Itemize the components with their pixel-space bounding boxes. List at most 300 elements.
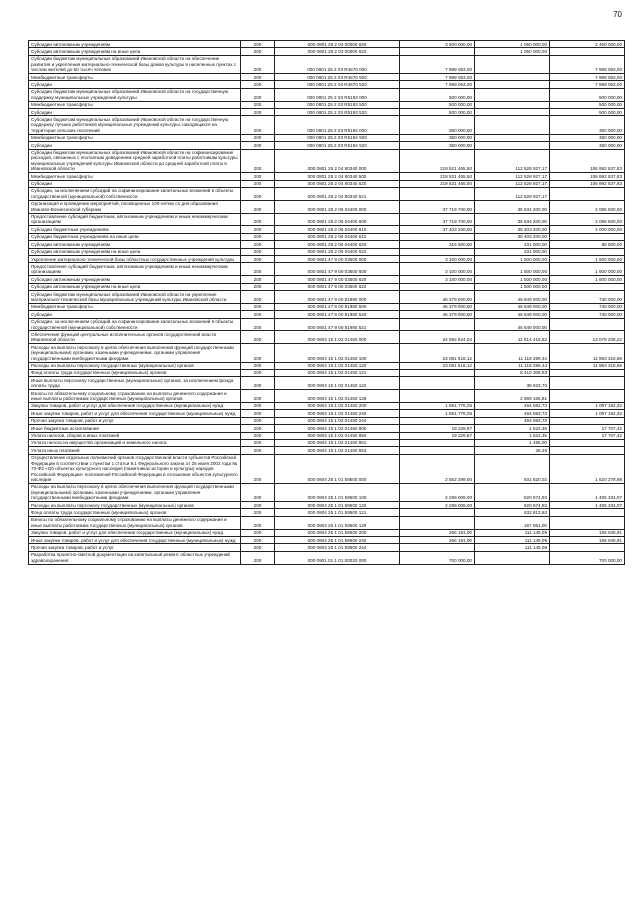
- row-executed-cell: 1 050 000,00: [475, 41, 550, 48]
- row-admin-code-cell: 200: [241, 226, 275, 233]
- row-plan-cell: [400, 187, 475, 200]
- row-classification-code-cell: 000 0801 25 2 03 R5193 500: [275, 101, 400, 108]
- row-executed-cell: 35 634 200,00: [475, 213, 550, 226]
- row-executed-cell: 112 528 927,17: [475, 180, 550, 187]
- row-admin-code-cell: 200: [241, 116, 275, 134]
- row-executed-cell: 494 593,73: [475, 410, 550, 417]
- row-classification-code-cell: 000 0804 25 1 01 59500 244: [275, 544, 400, 551]
- row-plan-cell: [400, 318, 475, 331]
- row-executed-cell: 1 496,00: [475, 439, 550, 446]
- row-remaining-cell: 2 085 500,00: [550, 213, 625, 226]
- row-classification-code-cell: 000 0804 16 1 02 01450 853: [275, 447, 400, 454]
- row-name-cell: Субсидии: [29, 142, 241, 149]
- row-executed-cell: 112 528 927,17: [475, 149, 550, 173]
- row-classification-code-cell: 000 0801 25 2 04 80340 521: [275, 187, 400, 200]
- row-admin-code-cell: 200: [241, 81, 275, 88]
- row-remaining-cell: [550, 233, 625, 240]
- row-plan-cell: 219 521 465,50: [400, 173, 475, 180]
- row-remaining-cell: 730 000,00: [550, 291, 625, 304]
- table-row: [29, 454, 625, 483]
- row-classification-code-cell: 000 0801 25 2 06 04400 610: [275, 226, 400, 233]
- row-executed-cell: 35 403 200,00: [475, 233, 550, 240]
- row-name-cell: Субсидии автономным учреждениям на иные цели: [29, 248, 241, 255]
- row-plan-cell: 2 286 009,00: [400, 502, 475, 509]
- row-name-cell: Субсидии, за исключением субсидий на софинансирование капитальных вложений в объекты государственной (муниципальной) собственности: [29, 318, 241, 331]
- table-row: [29, 369, 625, 376]
- table-row: [29, 248, 625, 255]
- row-classification-code-cell: 000 0804 25 1 01 59500 100: [275, 483, 400, 501]
- row-name-cell: Субсидии бюджетным учреждениям: [29, 226, 241, 233]
- row-remaining-cell: 700 000,00: [550, 551, 625, 564]
- table-row: [29, 173, 625, 180]
- table-row: [29, 362, 625, 369]
- row-classification-code-cell: 000 0801 47 9 00 03500 000: [275, 256, 400, 263]
- row-admin-code-cell: 200: [241, 331, 275, 344]
- row-admin-code-cell: 200: [241, 276, 275, 283]
- row-plan-cell: 3 100 000,00: [400, 276, 475, 283]
- row-remaining-cell: 7 989 063,00: [550, 74, 625, 81]
- row-classification-code-cell: 000 0804 16 1 02 01450 122: [275, 377, 400, 390]
- row-classification-code-cell: 000 0801 47 9 00 81980 521: [275, 318, 400, 331]
- row-remaining-cell: 106 992 537,83: [550, 149, 625, 173]
- row-classification-code-cell: 000 0801 25 2 06 04400 000: [275, 200, 400, 213]
- row-remaining-cell: 13 078 208,22: [550, 331, 625, 344]
- table-row: [29, 344, 625, 362]
- row-classification-code-cell: 000 0804 16 1 02 01450 851: [275, 439, 400, 446]
- row-remaining-cell: [550, 377, 625, 390]
- row-name-cell: Расходы на выплаты персоналу в целях обеспечения выполнения функций государственными (муниципальными) органами, казенными учреждениями, органами управления государственными внебюджетными фондами: [29, 344, 241, 362]
- row-remaining-cell: [550, 369, 625, 376]
- row-executed-cell: [475, 551, 550, 564]
- row-admin-code-cell: 200: [241, 483, 275, 501]
- row-executed-cell: 494 593,73: [475, 402, 550, 409]
- row-executed-cell: 26,45: [475, 447, 550, 454]
- table-row: [29, 377, 625, 390]
- row-plan-cell: 46 379 000,00: [400, 291, 475, 304]
- table-row: [29, 537, 625, 544]
- row-executed-cell: [475, 109, 550, 116]
- row-name-cell: Иные закупки товаров, работ и услуг для обеспечения государственных (муниципальных) нужд: [29, 410, 241, 417]
- row-executed-cell: 494 593,73: [475, 417, 550, 424]
- row-plan-cell: [400, 390, 475, 403]
- row-classification-code-cell: 000 0801 25 2 03 R5194 000: [275, 116, 400, 134]
- row-classification-code-cell: 000 0804 16 1 02 01450 100: [275, 344, 400, 362]
- row-name-cell: Взносы по обязательному социальному страхованию на выплаты денежного содержания и иные выплаты работникам государственных (муниципальных) органов: [29, 516, 241, 529]
- row-plan-cell: 19 229,87: [400, 432, 475, 439]
- table-row: [29, 74, 625, 81]
- row-classification-code-cell: 000 0801 25 2 03 R5194 520: [275, 142, 400, 149]
- row-plan-cell: 219 521 465,50: [400, 180, 475, 187]
- row-name-cell: Субсидии: [29, 180, 241, 187]
- row-plan-cell: 7 989 063,00: [400, 81, 475, 88]
- row-remaining-cell: [550, 509, 625, 516]
- row-plan-cell: 46 379 000,00: [400, 311, 475, 318]
- row-remaining-cell: 2 450 000,00: [550, 41, 625, 48]
- row-classification-code-cell: 000 0801 25 2 03 R4670 520: [275, 81, 400, 88]
- row-remaining-cell: 2 085 500,00: [550, 200, 625, 213]
- row-remaining-cell: 1 465 334,07: [550, 502, 625, 509]
- row-executed-cell: 231 000,00: [475, 248, 550, 255]
- row-classification-code-cell: 000 0804 16 1 02 01450 240: [275, 410, 400, 417]
- row-name-cell: Закупка товаров, работ и услуг для обеспечения государственных (муниципальных) нужд: [29, 402, 241, 409]
- row-executed-cell: 45 649 000,00: [475, 291, 550, 304]
- row-remaining-cell: 106 992 537,83: [550, 173, 625, 180]
- row-classification-code-cell: 000 0801 25 2 04 80340 500: [275, 173, 400, 180]
- row-classification-code-cell: 000 0804 16 1 02 01450 120: [275, 362, 400, 369]
- row-remaining-cell: 17 707,42: [550, 425, 625, 432]
- row-executed-cell: 8 410 308,93: [475, 369, 550, 376]
- row-name-cell: Иные бюджетные ассигнования: [29, 425, 241, 432]
- row-executed-cell: 11 118 299,44: [475, 344, 550, 362]
- row-remaining-cell: [550, 283, 625, 290]
- row-remaining-cell: 11 963 318,68: [550, 362, 625, 369]
- row-admin-code-cell: 200: [241, 263, 275, 276]
- row-executed-cell: 111 145,09: [475, 544, 550, 551]
- table-row: [29, 318, 625, 331]
- row-name-cell: Субсидии бюджетам муниципальных образований Ивановской области на государственную поддержку лучших работников муниципальных учреждений культуры, находящихся на территории сельских поселений: [29, 116, 241, 134]
- row-plan-cell: 219 521 465,50: [400, 149, 475, 173]
- row-remaining-cell: [550, 417, 625, 424]
- row-remaining-cell: 1 600 000,00: [550, 276, 625, 283]
- row-remaining-cell: 350 000,00: [550, 134, 625, 141]
- table-row: [29, 200, 625, 213]
- row-classification-code-cell: 000 0801 47 9 00 81980 520: [275, 311, 400, 318]
- row-admin-code-cell: 200: [241, 303, 275, 310]
- row-remaining-cell: 350 000,00: [550, 116, 625, 134]
- row-executed-cell: 38 823,70: [475, 377, 550, 390]
- row-classification-code-cell: 000 0804 16 1 02 01450 000: [275, 331, 400, 344]
- row-plan-cell: 23 081 618,12: [400, 344, 475, 362]
- row-plan-cell: [400, 439, 475, 446]
- row-plan-cell: 350 000,00: [400, 142, 475, 149]
- table-row: [29, 432, 625, 439]
- budget-table-body: [29, 41, 625, 565]
- table-row: [29, 483, 625, 501]
- row-classification-code-cell: 000 0801 25 2 03 R4670 000: [275, 55, 400, 73]
- row-remaining-cell: 7 989 063,00: [550, 81, 625, 88]
- table-row: [29, 544, 625, 551]
- row-admin-code-cell: 200: [241, 362, 275, 369]
- row-remaining-cell: 155 045,91: [550, 537, 625, 544]
- row-remaining-cell: 500 000,00: [550, 109, 625, 116]
- row-plan-cell: [400, 516, 475, 529]
- row-name-cell: Субсидии автономным учреждениям на иные цели: [29, 283, 241, 290]
- row-remaining-cell: 1 600 000,00: [550, 263, 625, 276]
- table-row: [29, 447, 625, 454]
- row-name-cell: Укрепление материально-технической базы областных государственных учреждений культуры: [29, 256, 241, 263]
- row-classification-code-cell: 000 0801 25 2 04 80340 520: [275, 180, 400, 187]
- table-row: [29, 331, 625, 344]
- row-executed-cell: 1 522,45: [475, 432, 550, 439]
- row-name-cell: Субсидии бюджетам муниципальных образований Ивановской области на укрепление материально-технической базы муниципальных учреждений культуры Ивановской области: [29, 291, 241, 304]
- row-executed-cell: 35 634 200,00: [475, 200, 550, 213]
- row-executed-cell: 187 861,00: [475, 516, 550, 529]
- row-plan-cell: [400, 248, 475, 255]
- row-plan-cell: [400, 509, 475, 516]
- row-remaining-cell: 155 045,91: [550, 529, 625, 536]
- row-plan-cell: [400, 377, 475, 390]
- row-plan-cell: 23 081 618,12: [400, 362, 475, 369]
- table-row: [29, 226, 625, 233]
- row-name-cell: Взносы по обязательному социальному страхованию на выплаты денежного содержания и иные выплаты работникам государственных (муниципальных) органов: [29, 390, 241, 403]
- row-name-cell: Субсидии бюджетам муниципальных образований Ивановской области на обеспечение развития и укрепления материально-технической базы домов культуры в населенных пунктах с числом жителей до 50 тысяч человек: [29, 55, 241, 73]
- table-row: [29, 116, 625, 134]
- row-plan-cell: [400, 417, 475, 424]
- row-plan-cell: 350 000,00: [400, 116, 475, 134]
- row-executed-cell: [475, 55, 550, 73]
- table-row: [29, 291, 625, 304]
- row-executed-cell: [475, 134, 550, 141]
- row-classification-code-cell: 000 0801 25 2 03 R5193 520: [275, 109, 400, 116]
- table-row: [29, 41, 625, 48]
- row-plan-cell: 3 100 000,00: [400, 263, 475, 276]
- row-remaining-cell: [550, 318, 625, 331]
- row-plan-cell: 1 591 776,05: [400, 402, 475, 409]
- row-name-cell: Иные закупки товаров, работ и услуг для обеспечения государственных (муниципальных) нужд: [29, 537, 241, 544]
- row-remaining-cell: [550, 390, 625, 403]
- row-executed-cell: 231 000,00: [475, 241, 550, 248]
- row-classification-code-cell: 000 0801 47 9 00 81980 000: [275, 291, 400, 304]
- row-name-cell: Разработка проектно-сметной документации на капитальный ремонт областных учреждений здравоохранения: [29, 551, 241, 564]
- row-admin-code-cell: 200: [241, 48, 275, 55]
- row-name-cell: Межбюджетные трансферты: [29, 134, 241, 141]
- row-plan-cell: 2 552 299,00: [400, 454, 475, 483]
- row-name-cell: Уплата налога на имущество организаций и земельного налога: [29, 439, 241, 446]
- row-name-cell: Уплата налогов, сборов и иных платежей: [29, 432, 241, 439]
- row-classification-code-cell: 000 0804 16 1 02 01450 850: [275, 432, 400, 439]
- row-admin-code-cell: 200: [241, 74, 275, 81]
- row-name-cell: Организация и проведение мероприятий, посвященных 100-летию со дня образования Иваново-Вознесенской губернии: [29, 200, 241, 213]
- row-admin-code-cell: 200: [241, 369, 275, 376]
- row-classification-code-cell: 000 0801 47 9 00 81980 500: [275, 303, 400, 310]
- table-row: [29, 187, 625, 200]
- row-admin-code-cell: 200: [241, 502, 275, 509]
- row-executed-cell: 2 669 166,81: [475, 390, 550, 403]
- row-remaining-cell: 106 992 537,83: [550, 180, 625, 187]
- row-admin-code-cell: 200: [241, 142, 275, 149]
- row-remaining-cell: 500 000,00: [550, 101, 625, 108]
- row-classification-code-cell: 000 0801 25 2 03 R5194 500: [275, 134, 400, 141]
- row-executed-cell: 45 649 000,00: [475, 318, 550, 331]
- row-classification-code-cell: 000 0804 16 1 02 01450 244: [275, 417, 400, 424]
- table-row: [29, 509, 625, 516]
- row-executed-cell: 820 674,93: [475, 483, 550, 501]
- row-plan-cell: 316 500,00: [400, 241, 475, 248]
- table-row: [29, 48, 625, 55]
- row-name-cell: Межбюджетные трансферты: [29, 101, 241, 108]
- row-admin-code-cell: 200: [241, 134, 275, 141]
- row-name-cell: Субсидии автономным учреждениям: [29, 41, 241, 48]
- row-remaining-cell: [550, 248, 625, 255]
- row-name-cell: Межбюджетные трансферты: [29, 303, 241, 310]
- row-name-cell: Субсидии бюджетным учреждениям на иные цели: [29, 233, 241, 240]
- table-row: [29, 241, 625, 248]
- row-executed-cell: 1 522,45: [475, 425, 550, 432]
- table-row: [29, 149, 625, 173]
- row-admin-code-cell: 200: [241, 447, 275, 454]
- table-row: [29, 81, 625, 88]
- row-remaining-cell: 1 620 278,98: [550, 454, 625, 483]
- row-admin-code-cell: 200: [241, 55, 275, 73]
- table-row: [29, 402, 625, 409]
- row-admin-code-cell: 200: [241, 551, 275, 564]
- row-admin-code-cell: 200: [241, 425, 275, 432]
- row-name-cell: Межбюджетные трансферты: [29, 173, 241, 180]
- row-plan-cell: [400, 283, 475, 290]
- row-name-cell: Субсидии бюджетам муниципальных образований Ивановской области на софинансирование расходов, связанных с поэтапным доведением средней заработной платы работникам культуры муниципальных учреждений культуры Ивановской области до средней заработной платы в Ивановской области: [29, 149, 241, 173]
- row-admin-code-cell: 200: [241, 311, 275, 318]
- row-remaining-cell: [550, 447, 625, 454]
- row-plan-cell: 37 719 700,00: [400, 213, 475, 226]
- row-classification-code-cell: 000 0801 47 9 00 03500 622: [275, 283, 400, 290]
- row-name-cell: Межбюджетные трансферты: [29, 74, 241, 81]
- table-row: [29, 516, 625, 529]
- row-executed-cell: 1 500 000,00: [475, 256, 550, 263]
- row-name-cell: Субсидии бюджетам муниципальных образований Ивановской области на государственную поддержку муниципальных учреждений культуры: [29, 88, 241, 101]
- row-admin-code-cell: 200: [241, 283, 275, 290]
- row-plan-cell: [400, 447, 475, 454]
- row-admin-code-cell: 200: [241, 516, 275, 529]
- table-row: [29, 311, 625, 318]
- table-row: [29, 529, 625, 536]
- table-row: [29, 417, 625, 424]
- row-plan-cell: 350 000,00: [400, 134, 475, 141]
- row-executed-cell: [475, 142, 550, 149]
- row-classification-code-cell: 000 0801 25 2 06 04400 612: [275, 233, 400, 240]
- table-row: [29, 109, 625, 116]
- row-executed-cell: [475, 101, 550, 108]
- row-name-cell: Обеспечение функций центральных исполнительных органов государственной власти Ивановской области: [29, 331, 241, 344]
- row-remaining-cell: 2 000 000,00: [550, 226, 625, 233]
- row-classification-code-cell: 000 0801 25 2 03 00000 622: [275, 48, 400, 55]
- row-name-cell: Субсидии автономным учреждениям на иные цели: [29, 48, 241, 55]
- row-executed-cell: 45 649 000,00: [475, 311, 550, 318]
- row-executed-cell: 1 500 000,00: [475, 283, 550, 290]
- row-name-cell: Субсидии: [29, 109, 241, 116]
- row-classification-code-cell: 000 0801 25 2 03 R4670 500: [275, 74, 400, 81]
- row-plan-cell: [400, 369, 475, 376]
- row-plan-cell: 37 403 200,00: [400, 226, 475, 233]
- row-admin-code-cell: 200: [241, 248, 275, 255]
- row-executed-cell: 111 145,09: [475, 537, 550, 544]
- row-plan-cell: 700 000,00: [400, 551, 475, 564]
- row-classification-code-cell: 000 0804 16 1 02 01450 200: [275, 402, 400, 409]
- row-executed-cell: 45 649 000,00: [475, 303, 550, 310]
- row-remaining-cell: [550, 439, 625, 446]
- row-admin-code-cell: 200: [241, 410, 275, 417]
- table-row: [29, 425, 625, 432]
- row-remaining-cell: 730 000,00: [550, 311, 625, 318]
- row-admin-code-cell: 200: [241, 344, 275, 362]
- row-remaining-cell: 500 000,00: [550, 88, 625, 101]
- row-admin-code-cell: 200: [241, 544, 275, 551]
- table-row: [29, 263, 625, 276]
- row-admin-code-cell: 200: [241, 318, 275, 331]
- table-row: [29, 256, 625, 263]
- row-name-cell: Субсидии, за исключением субсидий на софинансирование капитальных вложений в объекты государственной (муниципальной) собственности: [29, 187, 241, 200]
- row-classification-code-cell: 000 0801 25 2 03 00000 620: [275, 41, 400, 48]
- row-plan-cell: 500 000,00: [400, 88, 475, 101]
- row-admin-code-cell: 200: [241, 187, 275, 200]
- row-classification-code-cell: 000 0801 25 2 06 04400 620: [275, 241, 400, 248]
- row-remaining-cell: 7 989 063,00: [550, 55, 625, 73]
- row-plan-cell: [400, 48, 475, 55]
- row-name-cell: Субсидии автономным учреждениям: [29, 276, 241, 283]
- budget-table: [28, 40, 625, 565]
- row-executed-cell: 35 403 200,00: [475, 226, 550, 233]
- row-plan-cell: [400, 233, 475, 240]
- table-row: [29, 439, 625, 446]
- row-plan-cell: 1 591 776,05: [400, 410, 475, 417]
- row-executed-cell: [475, 116, 550, 134]
- row-name-cell: Прочая закупка товаров, работ и услуг: [29, 417, 241, 424]
- row-admin-code-cell: 200: [241, 233, 275, 240]
- row-executed-cell: 112 528 927,17: [475, 187, 550, 200]
- table-row: [29, 55, 625, 73]
- row-admin-code-cell: 200: [241, 537, 275, 544]
- row-plan-cell: 266 191,00: [400, 537, 475, 544]
- row-name-cell: Расходы на выплаты персоналу государственных (муниципальных) органов: [29, 502, 241, 509]
- row-classification-code-cell: 000 0801 25 2 06 04400 622: [275, 248, 400, 255]
- row-remaining-cell: 350 000,00: [550, 142, 625, 149]
- row-admin-code-cell: 200: [241, 173, 275, 180]
- row-executed-cell: 931 620,02: [475, 454, 550, 483]
- row-plan-cell: [400, 544, 475, 551]
- row-classification-code-cell: 000 0901 01 1 01 00020 000: [275, 551, 400, 564]
- row-executed-cell: [475, 81, 550, 88]
- row-classification-code-cell: 000 0804 25 1 01 59500 200: [275, 529, 400, 536]
- row-admin-code-cell: 200: [241, 454, 275, 483]
- table-row: [29, 390, 625, 403]
- table-row: [29, 303, 625, 310]
- row-admin-code-cell: 200: [241, 291, 275, 304]
- row-classification-code-cell: 000 0804 25 1 01 59500 240: [275, 537, 400, 544]
- row-admin-code-cell: 200: [241, 41, 275, 48]
- row-name-cell: Фонд оплаты труда государственных (муниципальных) органов: [29, 369, 241, 376]
- row-classification-code-cell: 000 0804 16 1 02 01450 800: [275, 425, 400, 432]
- row-plan-cell: 7 989 063,00: [400, 55, 475, 73]
- row-admin-code-cell: 200: [241, 109, 275, 116]
- row-admin-code-cell: 200: [241, 256, 275, 263]
- table-row: [29, 180, 625, 187]
- row-executed-cell: [475, 74, 550, 81]
- table-row: [29, 276, 625, 283]
- row-admin-code-cell: 200: [241, 402, 275, 409]
- row-name-cell: Уплата иных платежей: [29, 447, 241, 454]
- row-name-cell: Предоставление субсидий бюджетным, автономным учреждениям и иным некоммерческим организациям: [29, 263, 241, 276]
- row-classification-code-cell: 000 0801 47 9 00 03500 600: [275, 263, 400, 276]
- row-admin-code-cell: 200: [241, 88, 275, 101]
- row-remaining-cell: 1 600 000,00: [550, 256, 625, 263]
- row-executed-cell: 111 145,09: [475, 529, 550, 536]
- row-classification-code-cell: 000 0804 16 1 02 01450 129: [275, 390, 400, 403]
- row-remaining-cell: [550, 187, 625, 200]
- table-row: [29, 101, 625, 108]
- row-plan-cell: 500 000,00: [400, 109, 475, 116]
- row-executed-cell: 632 813,93: [475, 509, 550, 516]
- row-classification-code-cell: 000 0801 25 2 04 80340 000: [275, 149, 400, 173]
- row-plan-cell: 2 286 009,00: [400, 483, 475, 501]
- row-plan-cell: 19 229,87: [400, 425, 475, 432]
- row-executed-cell: 1 500 000,00: [475, 263, 550, 276]
- row-admin-code-cell: 200: [241, 390, 275, 403]
- row-admin-code-cell: 200: [241, 439, 275, 446]
- table-row: [29, 213, 625, 226]
- row-admin-code-cell: 200: [241, 417, 275, 424]
- row-admin-code-cell: 200: [241, 377, 275, 390]
- row-plan-cell: 46 379 000,00: [400, 303, 475, 310]
- row-remaining-cell: [550, 516, 625, 529]
